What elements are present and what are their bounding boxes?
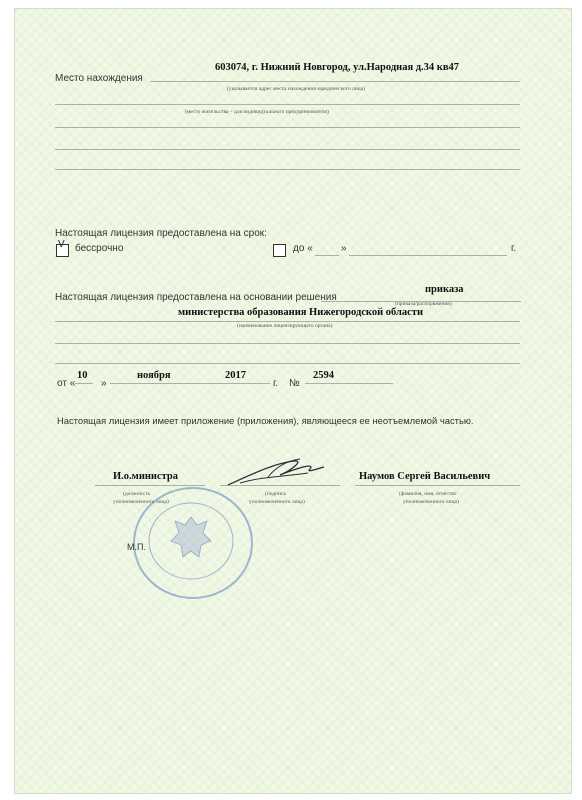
license-sheet bbox=[14, 8, 572, 794]
location-underline bbox=[150, 81, 520, 82]
location-line-4 bbox=[55, 149, 520, 150]
sign-hint-1: (подпись bbox=[265, 491, 287, 497]
date-month-line bbox=[110, 383, 270, 384]
name-underline bbox=[355, 485, 520, 486]
date-month: ноября bbox=[137, 370, 171, 381]
basis-label: Настоящая лицензия предоставлена на основании решения bbox=[55, 292, 337, 303]
position-underline bbox=[95, 485, 205, 486]
until-mid: » bbox=[341, 243, 347, 254]
basis-line-4 bbox=[55, 363, 520, 364]
date-close-quote: » bbox=[101, 378, 107, 389]
until-month-line bbox=[349, 255, 507, 256]
date-year: 2017 bbox=[225, 370, 246, 381]
date-day-line bbox=[75, 383, 93, 384]
date-number-sign: № bbox=[289, 378, 300, 389]
name-hint-2: уполномоченного лица) bbox=[403, 499, 459, 505]
location-line-2 bbox=[55, 104, 520, 105]
location-line-3 bbox=[55, 127, 520, 128]
signatory-name: Наумов Сергей Васильевич bbox=[359, 471, 491, 482]
basis-line-3 bbox=[55, 343, 520, 344]
name-hint-1: (фамилия, имя, отчество bbox=[399, 491, 457, 497]
until-checkbox bbox=[273, 244, 286, 257]
indefinite-checkbox bbox=[56, 239, 69, 257]
date-number: 2594 bbox=[313, 370, 334, 381]
date-number-line bbox=[305, 383, 393, 384]
location-hint-legal: (указывается адрес места нахождения юридического лица) bbox=[227, 86, 365, 92]
location-label: Место нахождения bbox=[55, 73, 143, 84]
basis-authority: министерства образования Нижегородской области bbox=[178, 307, 423, 318]
checkbox-mark: V bbox=[58, 239, 65, 250]
official-seal bbox=[133, 487, 253, 599]
date-year-suffix: г. bbox=[273, 378, 279, 389]
until-year-suffix: г. bbox=[511, 243, 517, 254]
basis-doc-hint: (приказа/распоряжения) bbox=[395, 301, 452, 307]
indefinite-label: бессрочно bbox=[75, 243, 124, 254]
term-label: Настоящая лицензия предоставлена на срок: bbox=[55, 228, 267, 239]
location-hint-individual: (место жительства – для индивидуального предпринимателя) bbox=[185, 109, 329, 115]
appendix-note: Настоящая лицензия имеет приложение (приложения), являющееся ее неотъемлемой частью. bbox=[57, 415, 474, 426]
location-value: 603074, г. Нижний Новгород, ул.Народная д.34 кв47 bbox=[215, 62, 460, 73]
date-from-prefix: от « bbox=[57, 378, 76, 389]
basis-authority-hint: (наименование лицензирующего органа) bbox=[237, 323, 333, 329]
basis-doc-type: приказа bbox=[425, 284, 464, 295]
sign-hint-2: уполномоченного лица) bbox=[249, 499, 305, 505]
basis-authority-underline bbox=[55, 321, 520, 322]
position-hint-2: уполномоченного лица) bbox=[113, 499, 169, 505]
seal-place-label: М.П. bbox=[127, 542, 146, 552]
handwritten-signature bbox=[220, 455, 340, 491]
until-day-line bbox=[315, 255, 339, 256]
seal-emblem bbox=[135, 489, 247, 593]
location-line-5 bbox=[55, 169, 520, 170]
until-prefix: до « bbox=[293, 243, 313, 254]
date-day: 10 bbox=[77, 370, 88, 381]
position-hint-1: (должность bbox=[123, 491, 151, 497]
signatory-position: И.о.министра bbox=[113, 471, 179, 482]
